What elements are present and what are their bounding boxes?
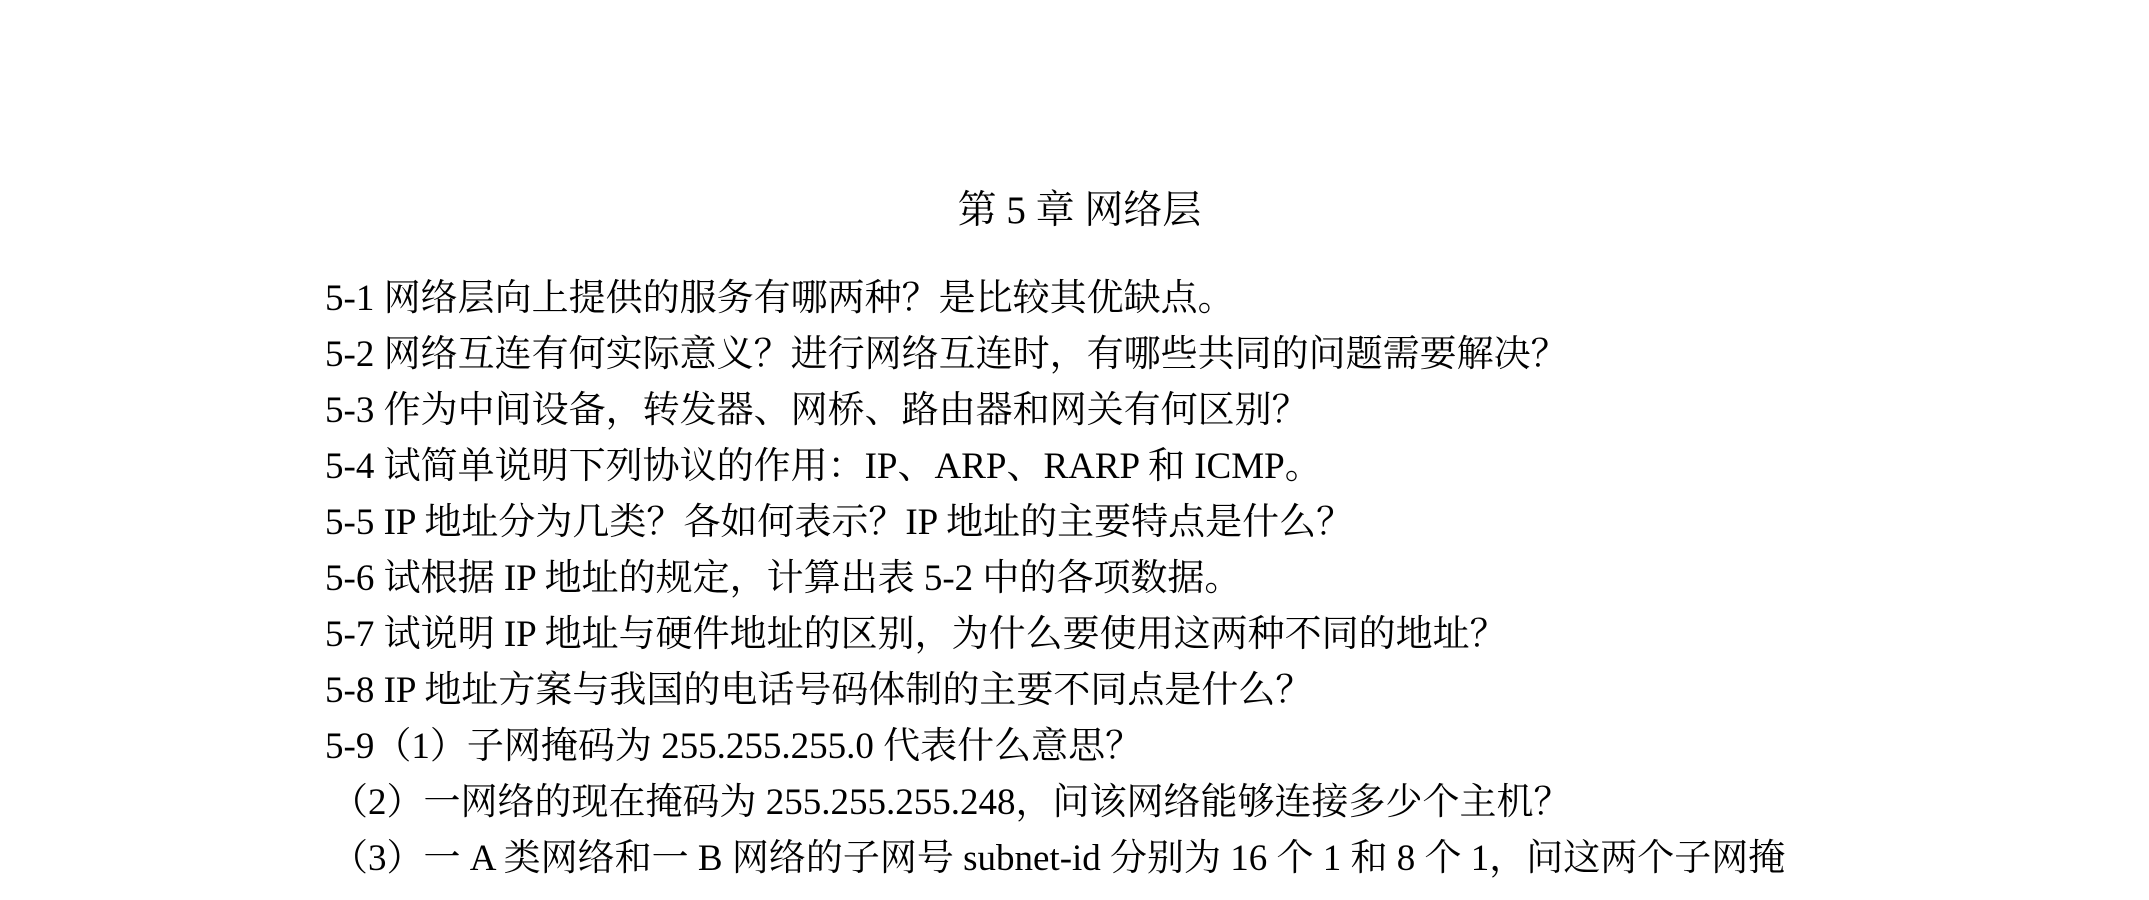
question-line: 5-6 试根据 IP 地址的规定，计算出表 5-2 中的各项数据。 xyxy=(325,558,1242,599)
question-line: 5-4 试简单说明下列协议的作用：IP、ARP、RARP 和 ICMP。 xyxy=(325,446,1322,487)
question-line: 5-5 IP 地址分为几类？各如何表示？IP 地址的主要特点是什么？ xyxy=(325,502,1354,543)
question-line: 5-1 网络层向上提供的服务有哪两种？是比较其优缺点。 xyxy=(325,278,1235,319)
question-list xyxy=(325,271,1785,887)
question-line: 5-7 试说明 IP 地址与硬件地址的区别，为什么要使用这两种不同的地址？ xyxy=(325,614,1507,655)
question-line: 5-2 网络互连有何实际意义？进行网络互连时，有哪些共同的问题需要解决？ xyxy=(325,334,1568,375)
question-line: 5-9（1）子网掩码为 255.255.255.0 代表什么意思？ xyxy=(325,726,1143,767)
chapter-title: 第 5 章 网络层 xyxy=(957,189,1202,232)
question-line: 5-8 IP 地址方案与我国的电话号码体制的主要不同点是什么？ xyxy=(325,670,1313,711)
question-line: 5-3 作为中间设备，转发器、网桥、路由器和网关有何区别？ xyxy=(325,390,1309,431)
question-subline: （2）一网络的现在掩码为 255.255.255.248，问该网络能够连接多少个主机？ xyxy=(331,782,1571,823)
question-subline: （3）一 A 类网络和一 B 网络的子网号 subnet-id 分别为 16 个 1 和 8 个 1，问这两个子网掩 xyxy=(331,838,1786,879)
